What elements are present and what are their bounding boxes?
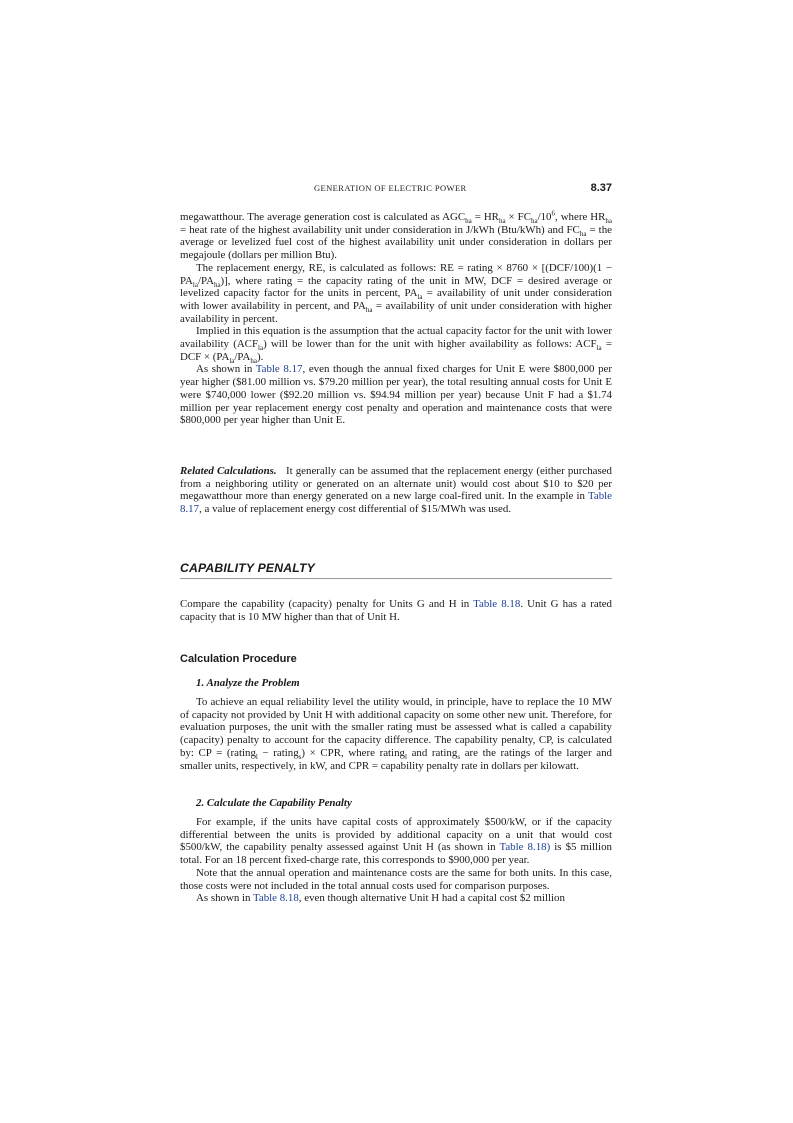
paragraph-unit-h-comparison: As shown in Table 8.18, even though alternative Unit H had a capital cost $2 million [196,892,565,905]
paragraph-analyze-problem: To achieve an equal reliability level the utility would, in principle, have to replace the 10 MW of capacity not provided by Unit H with additional capacity on some other new unit. Therefore, for evaluation purposes, the unit with the smaller rating must be assessed what is called a capability (capacity) penalty to account for the capacity difference. The capability penalty, CP, is calculated by: CP = (rating$_l$ − rating$_s$) × CPR, where rating$_l$ and rating$_s$ are the ratings of the larger and smaller units, respectively, in kW, and CPR = capability penalty rate in dollars per kilowatt. [180,696,612,772]
related-calculations-title: Related Calculations. [180,465,277,477]
step-2-block [180,816,612,905]
step-1-block [180,696,612,772]
paragraph-om-costs: Note that the annual operation and maintenance costs are the same for both units. In this case, those costs were not included in the total annual costs used for comparison purposes. [180,866,612,892]
paragraph-implied-assumption: Implied in this equation is the assumption that the actual capacity factor for the unit with lower availability $(ACF_{la})$ will be lower than for the unit with higher availability as follows: $ACF_{la}$ = DCF × $(PA_{la}/PA_{ha})$. [180,325,613,365]
body-block-1 [180,211,612,427]
table-8-17-link[interactable]: Table 8.17 [255,363,303,376]
paragraph-related-calculations: Related Calculations. It generally can be assumed that the replacement energy (either purchased from a neighboring utility or generated on an alternate unit) would cost about $10 to $20 per megawatthour more than energy generated on a new large coal-fired unit. In the example in Table 8.17, a value of replacement energy cost differential of $15/MWh was used. [180,465,612,516]
table-8-18-link[interactable]: Table 8.18 [252,892,299,905]
running-title: GENERATION OF ELECTRIC POWER [314,183,467,193]
paragraph-section-intro: Compare the capability (capacity) penalty for Units G and H in Table 8.18. Unit G has a rated capacity that is 10 MW higher than that of Unit H. [180,598,612,623]
paragraph-average-cost: megawatthour. The average generation cost is calculated as $AGC_{ha} = HR_{ha} \times FC_{ha}/10^6$, where $HR_{ha}$ = heat rate of the highest availability unit under consideration in J/kWh (Btu/kWh) and $FC_{ha}$ = the average or levelized fuel cost of the highest availability unit under consideration in dollars per megajoule (dollars per million Btu). [180,209,613,262]
table-8-17-link[interactable]: Table 8.17 [180,490,612,516]
related-calculations-block [180,465,612,516]
calculation-procedure-heading: Calculation Procedure [180,653,297,665]
step-1-title: 1. Analyze the Problem [196,677,300,689]
running-head [180,183,612,197]
page-number: 8.37 [590,182,612,194]
table-8-18-link[interactable]: Table 8.18) [499,841,551,854]
step-2-title: 2. Calculate the Capability Penalty [196,797,352,809]
table-8-18-link[interactable]: Table 8.18 [473,598,521,610]
paragraph-capability-example: For example, if the units have capital costs of approximately $500/kW, or if the capacity differential between the units is provided by additional capacity on a unit that would cost $500/kW, the capability penalty assessed against Unit H (as shown in Table 8.18) is $5 million total. For an 18 percent fixed-charge rate, this corresponds to $900,000 per year. [180,816,612,867]
section-heading-capability-penalty: CAPABILITY PENALTY [180,561,612,579]
section-intro-block [180,598,612,623]
paragraph-unit-e-comparison: As shown in Table 8.17, even though the annual fixed charges for Unit E were $800,000 per year higher ($81.00 million vs. $79.20 million per year), the total resulting annual costs for Unit E were $740,000 lower ($92.20 million vs. $94.94 million per year) because Unit F had a $1.74 million per year replacement energy cost penalty and operation and maintenance costs that were $800,000 per year higher than Unit E. [180,363,613,427]
paragraph-replacement-energy: The replacement energy, RE, is calculated as follows: RE = rating × $8760 \times [(DCF/100)(1 - PA_{la}/PA_{ha})]$, where rating = the capacity rating of the unit in MW, DCF = desired average or levelized capacity factor for the units in percent, $PA_{la}$ = availability of unit under consideration with lower availability in percent, and $PA_{ha}$ = availability of unit under consideration with higher availability in percent. [180,261,612,325]
